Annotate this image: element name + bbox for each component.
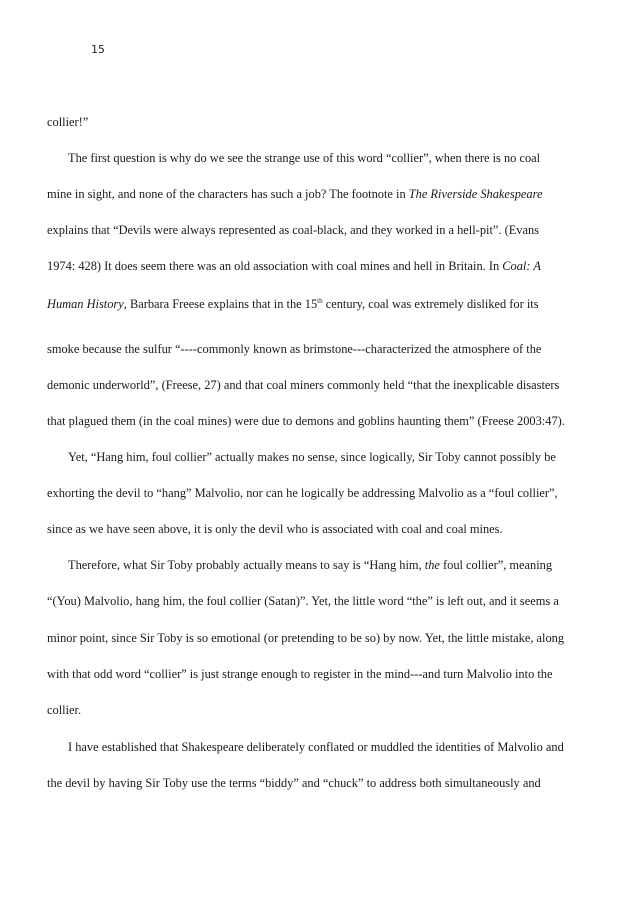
text-line: demonic underworld”, (Freese, 27) and that coal miners commonly held “that the inexplicable disasters [47,378,560,392]
text-line: the devil by having Sir Toby use the terms “biddy” and “chuck” to address both simultaneously and [47,776,541,790]
page-number: 15 [91,43,106,56]
text-line: collier. [47,703,82,717]
italic-title: The Riverside Shakespeare [408,187,543,201]
text-line: Yet, “Hang him, foul collier” actually makes no sense, since logically, Sir Toby cannot possibly be [68,450,556,464]
text-line: 1974: 428) It does seem there was an old association with coal mines and hell in Britain. In Coal: A [47,259,541,273]
superscript: th [317,297,323,305]
text-line: Human History, Barbara Freese explains that in the 15th century, coal was extremely disliked for its [47,297,539,311]
text-line: mine in sight, and none of the characters has such a job? The footnote in The Riverside Shakespeare [47,187,543,201]
text-line: smoke because the sulfur “----commonly known as brimstone---characterized the atmosphere of the [47,342,542,356]
text-line: I have established that Shakespeare deliberately conflated or muddled the identities of Malvolio and [68,740,564,754]
text-line: collier!” [47,115,89,129]
italic-title: Human History [47,297,124,311]
text-line: since as we have seen above, it is only the devil who is associated with coal and coal mines. [47,522,503,536]
italic-word: the [424,558,440,572]
text-line: exhorting the devil to “hang” Malvolio, nor can he logically be addressing Malvolio as a “foul collier”, [47,486,558,500]
text-line: with that odd word “collier” is just strange enough to register in the mind---and turn Malvolio into the [47,667,553,681]
text-line: “(You) Malvolio, hang him, the foul collier (Satan)”. Yet, the little word “the” is left out, and it seems a [47,594,559,608]
text-line: explains that “Devils were always represented as coal-black, and they worked in a hell-pit”. (Evans [47,223,539,237]
text-line: Therefore, what Sir Toby probably actually means to say is “Hang him, the foul collier”, meaning [68,558,553,572]
text-line: that plagued them (in the coal mines) were due to demons and goblins haunting them” (Freese 2003:47). [47,414,565,428]
text-line: minor point, since Sir Toby is so emotional (or pretending to be so) by now. Yet, the little mistake, along [47,631,565,645]
italic-title: Coal: A [502,259,541,273]
text-line: The first question is why do we see the strange use of this word “collier”, when there is no coal [68,151,541,165]
